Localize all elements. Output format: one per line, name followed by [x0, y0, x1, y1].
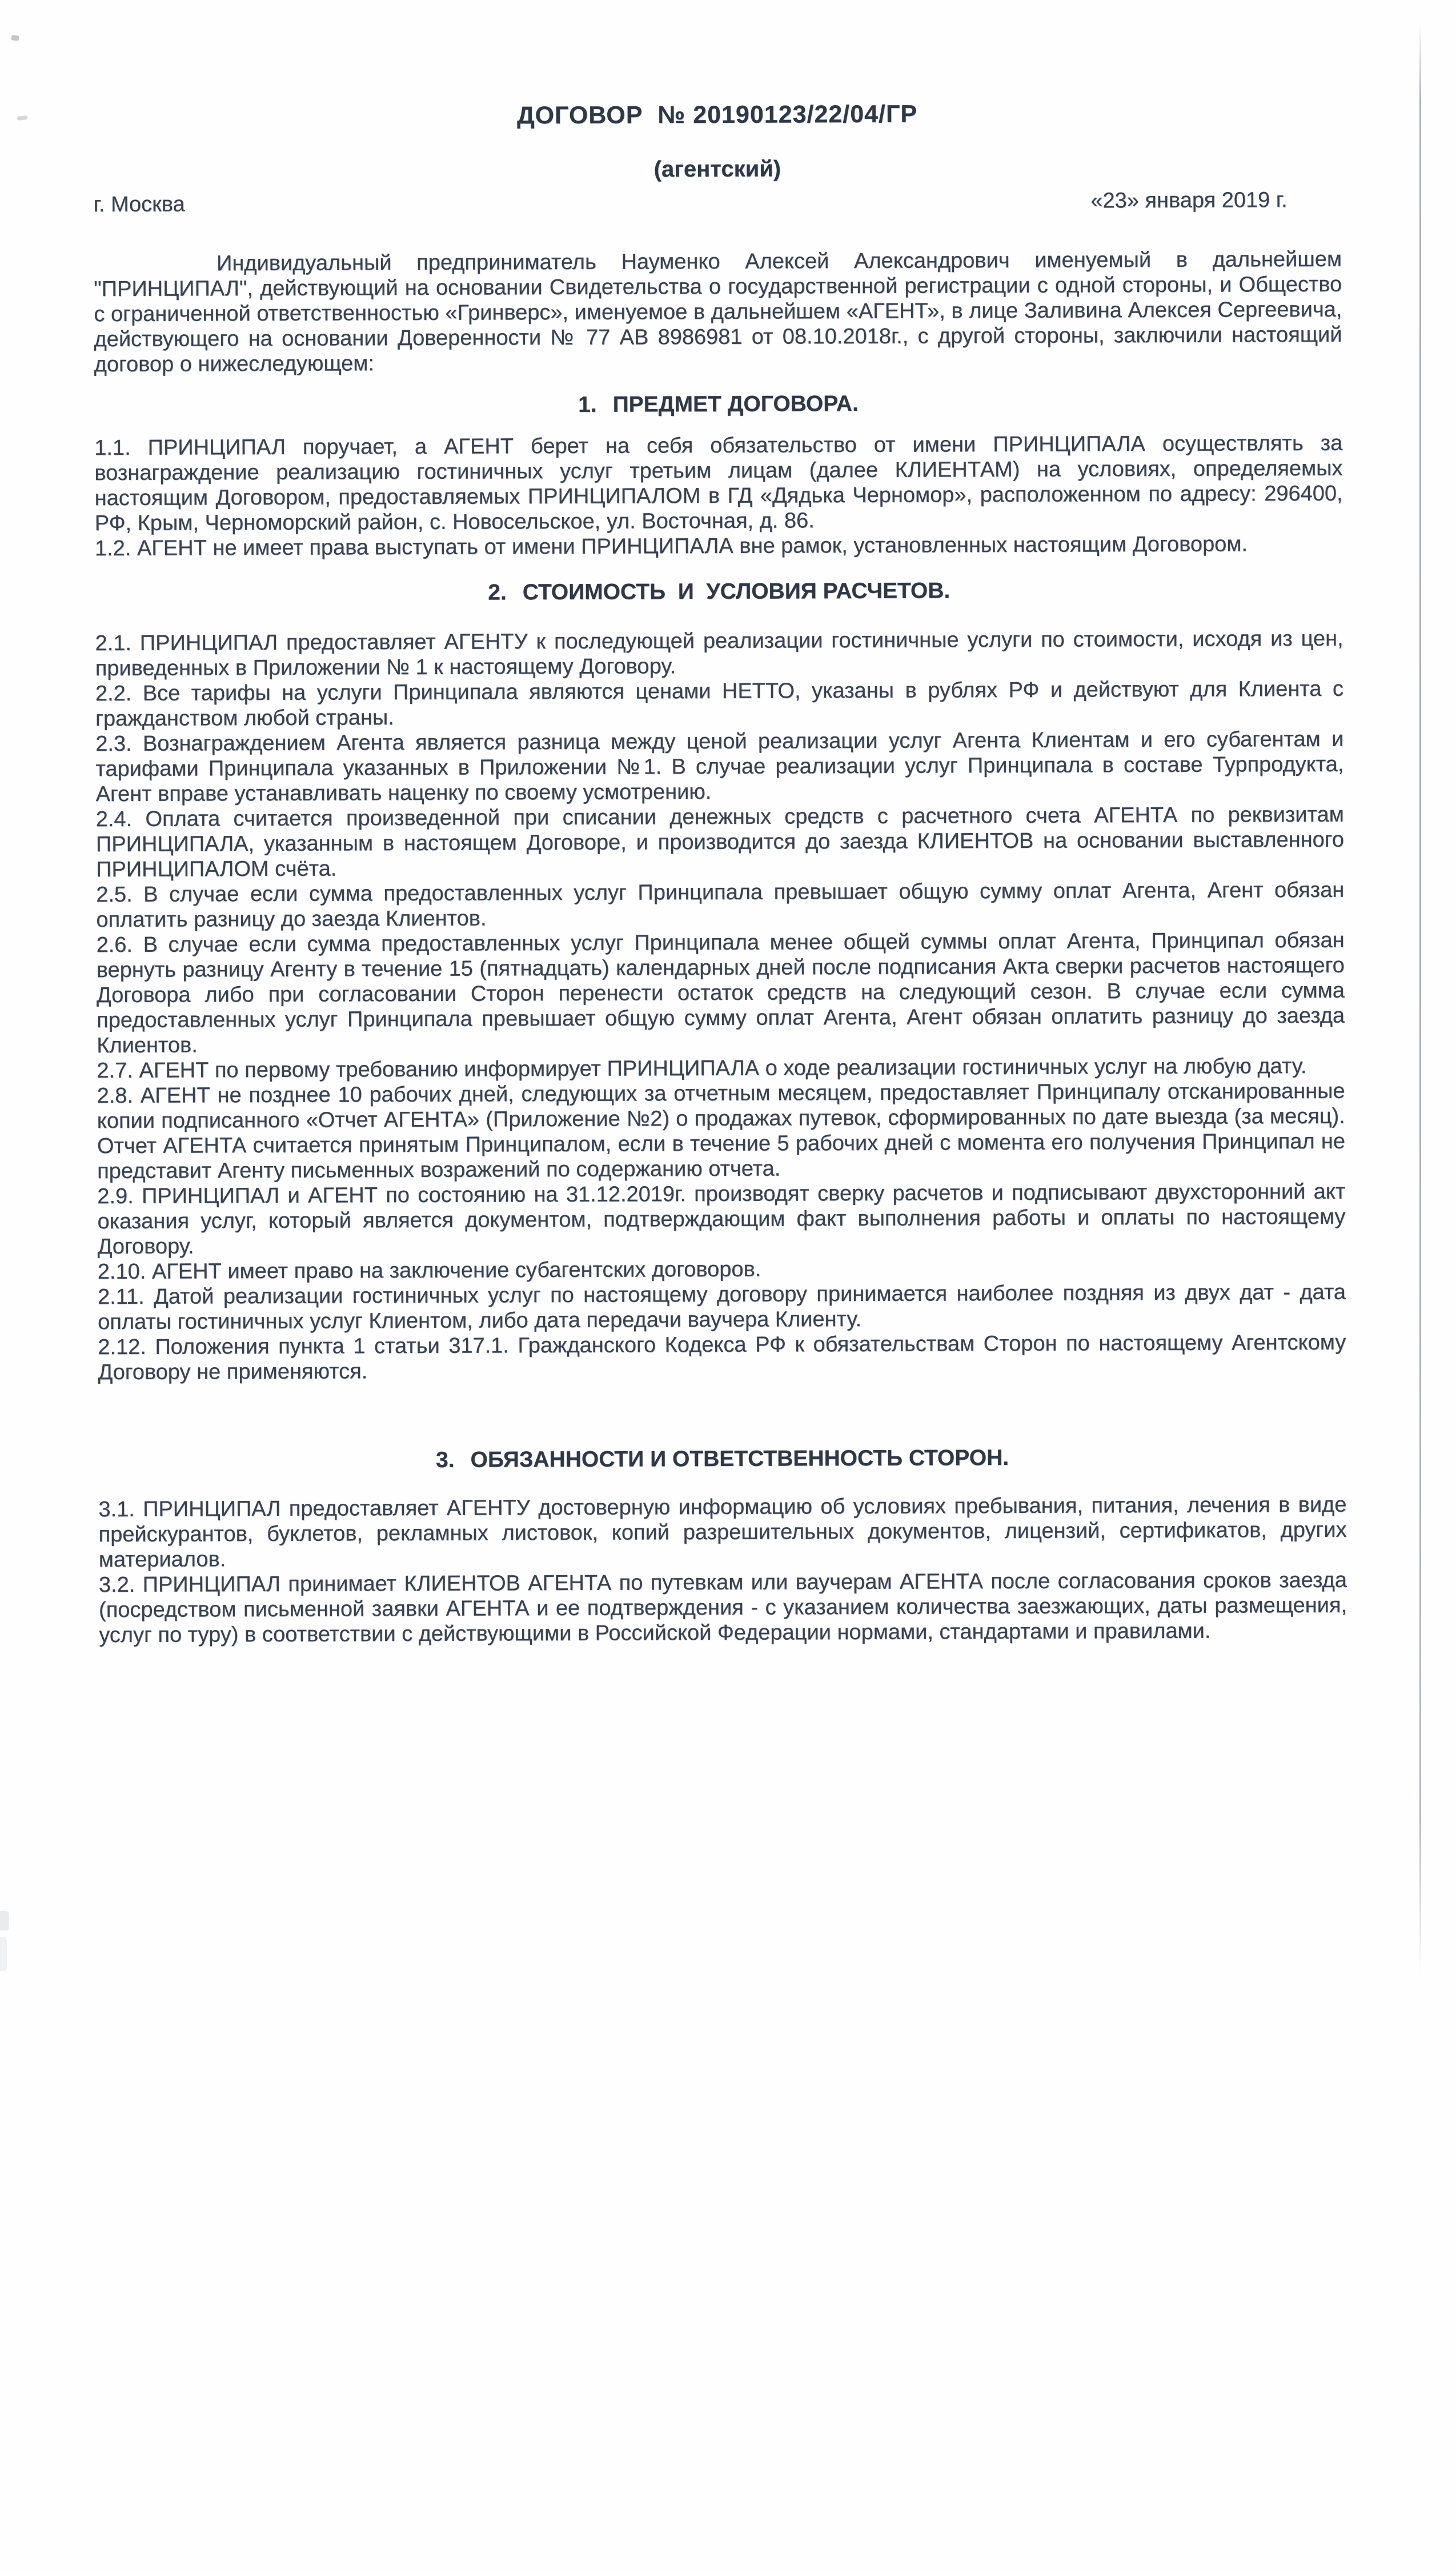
- clause-2-10: 2.10. АГЕНТ имеет право на заключение субагентских договоров.: [97, 1257, 761, 1284]
- clause-3-2: 3.2. ПРИНЦИПАЛ принимает КЛИЕНТОВ АГЕНТА по путевкам или ваучерам АГЕНТА после согласования сроков заезда (посредством письменной заявки АГЕНТА и ее подтверждения - с указанием количества заезжающих, даты размещения, услуг по туру) в соответствии с действующими в Российской Федерации нормами, стандартами и правилами.: [98, 1568, 1347, 1648]
- scan-mark: [0, 1937, 7, 1971]
- section-subject: [94, 390, 1343, 561]
- clause-2-2: 2.2. Все тарифы на услуги Принципала являются ценами НЕТТО, указаны в рублях РФ и действуют для Клиента с гражданством любой страны.: [95, 676, 1344, 731]
- section-obligations: [98, 1444, 1347, 1648]
- contract-subtitle: (агентский): [653, 156, 781, 182]
- contract-date: «23» января 2019 г.: [1090, 188, 1287, 213]
- clause-2-11: 2.11. Датой реализации гостиничных услуг по настоящему договору принимается наиболее поздняя из двух дат - дата оплаты гостиничных услуг Клиентом, либо дата передачи ваучера Клиенту.: [97, 1280, 1346, 1335]
- place-date-row: [94, 187, 1342, 217]
- section-1-heading: [94, 390, 1342, 419]
- scan-mark: [0, 1911, 9, 1931]
- contract-title: ДОГОВОР № 20190123/22/04/ГР: [516, 100, 918, 130]
- clause-2-9: 2.9. ПРИНЦИПАЛ и АГЕНТ по состоянию на 31.12.2019г. производят сверку расчетов и подписывают двухсторонний акт оказания услуг, который является документом, подтверждающим факт выполнения работы и оплаты по настоящему Договору.: [97, 1179, 1346, 1259]
- scan-edge-line: [1419, 23, 1421, 1977]
- section-3-heading: [98, 1444, 1346, 1474]
- scan-speck-icon: [17, 115, 28, 121]
- section-number: 2.: [488, 580, 507, 605]
- clause-2-1: 2.1. ПРИНЦИПАЛ предоставляет АГЕНТУ к последующей реализации гостиничные услуги по стоимости, исходя из цен, приведенных в Приложении № 1 к настоящему Договору.: [95, 626, 1343, 681]
- section-cost-and-settlements: [95, 577, 1346, 1385]
- clause-2-12: 2.12. Положения пункта 1 статьи 317.1. Гражданского Кодекса РФ к обязательствам Сторон по настоящему Агентскому Договору не применяются.: [98, 1330, 1346, 1385]
- clause-2-7: 2.7. АГЕНТ по первому требованию информирует ПРИНЦИПАЛА о ходе реализации гостиничных услуг на любую дату.: [97, 1054, 1307, 1083]
- section-title: СТОИМОСТЬ И УСЛОВИЯ РАСЧЕТОВ.: [522, 578, 950, 605]
- clause-1-2: 1.2. АГЕНТ не имеет права выступать от имени ПРИНЦИПАЛА вне рамок, установленных настоящим Договором.: [94, 532, 1248, 561]
- clause-3-1: 3.1. ПРИНЦИПАЛ предоставляет АГЕНТУ достоверную информацию об условиях пребывания, питания, лечения в виде прейскурантов, буклетов, рекламных листовок, копий разрешительных документов, лицензий, сертификатов, других материалов.: [98, 1492, 1347, 1572]
- section-title: ПРЕДМЕТ ДОГОВОРА.: [612, 391, 859, 417]
- clause-2-4: 2.4. Оплата считается произведенной при списании денежных средств с расчетного счета АГЕНТА по реквизитам ПРИНЦИПАЛА, указанным в настоящем Договоре, и производится до заезда КЛИЕНТОВ на основании выставленного ПРИНЦИПАЛОМ счёта.: [95, 802, 1345, 882]
- section-title: ОБЯЗАННОСТИ И ОТВЕТСТВЕННОСТЬ СТОРОН.: [470, 1445, 1009, 1472]
- contract-body: [93, 98, 1347, 1648]
- section-number: 3.: [435, 1447, 455, 1472]
- section-number: 1.: [578, 392, 597, 417]
- scan-speck-icon: [11, 35, 19, 41]
- clause-2-8: 2.8. АГЕНТ не позднее 10 рабочих дней, следующих за отчетным месяцем, предоставляет Принципалу отсканированные копии подписанного «Отчет АГЕНТА» (Приложение №2) о продажах путевок, сформированных по дате выезда (за месяц). Отчет АГЕНТА считается принятым Принципалом, если в течение 5 рабочих дней с момента его получения Принципал не представит Агенту письменных возражений по содержанию отчета.: [97, 1079, 1346, 1184]
- clause-2-3: 2.3. Вознаграждением Агента является разница между ценой реализации услуг Агента Клиентам и его субагентам и тарифами Принципала указанных в Приложении №1. В случае реализации услуг Принципала в составе Турпродукта, Агент вправе устанавливать наценку по своему усмотрению.: [95, 727, 1344, 807]
- clause-1-1: 1.1. ПРИНЦИПАЛ поручает, а АГЕНТ берет на себя обязательство от имени ПРИНЦИПАЛА осуществлять за вознаграждение реализацию гостиничных услуг третьим лицам (далее КЛИЕНТАМ) на условиях, определяемых настоящим Договором, предоставляемых ПРИНЦИПАЛОМ в ГД «Дядька Черномор», расположенном по адресу: 296400, РФ, Крым, Черноморский район, с. Новосельское, ул. Восточная, д. 86.: [94, 431, 1343, 536]
- clause-2-6: 2.6. В случае если сумма предоставленных услуг Принципала менее общей суммы оплат Агента, Принципал обязан вернуть разницу Агенту в течение 15 (пятнадцать) календарных дней после подписания Акта сверки расчетов настоящего Договора либо при согласовании Сторон перенести остаток средств на следующий сезон. В случае если сумма предоставленных услуг Принципала превышает общую сумму оплат Агента, Агент обязан оплатить разницу до заезда Клиентов.: [96, 928, 1345, 1058]
- section-2-heading: [95, 577, 1343, 607]
- contract-city: г. Москва: [93, 192, 185, 217]
- contract-preamble: Индивидуальный предприниматель Науменко Алексей Александрович именуемый в дальнейшем "ПРИНЦИПАЛ", действующий на основании Свидетельства о государственной регистрации с одной стороны, и Общество с ограниченной ответственностью «Гринверс», именуемое в дальнейшем «АГЕНТ», в лице Заливина Алексея Сергеевича, действующего на основании Доверенности № 77 АВ 8986981 от 08.10.2018г., с другой стороны, заключили настоящий договор о нижеследующем:: [94, 247, 1342, 377]
- clause-2-5: 2.5. В случае если сумма предоставленных услуг Принципала превышает общую сумму оплат Агента, Агент обязан оплатить разницу до заезда Клиентов.: [96, 878, 1345, 932]
